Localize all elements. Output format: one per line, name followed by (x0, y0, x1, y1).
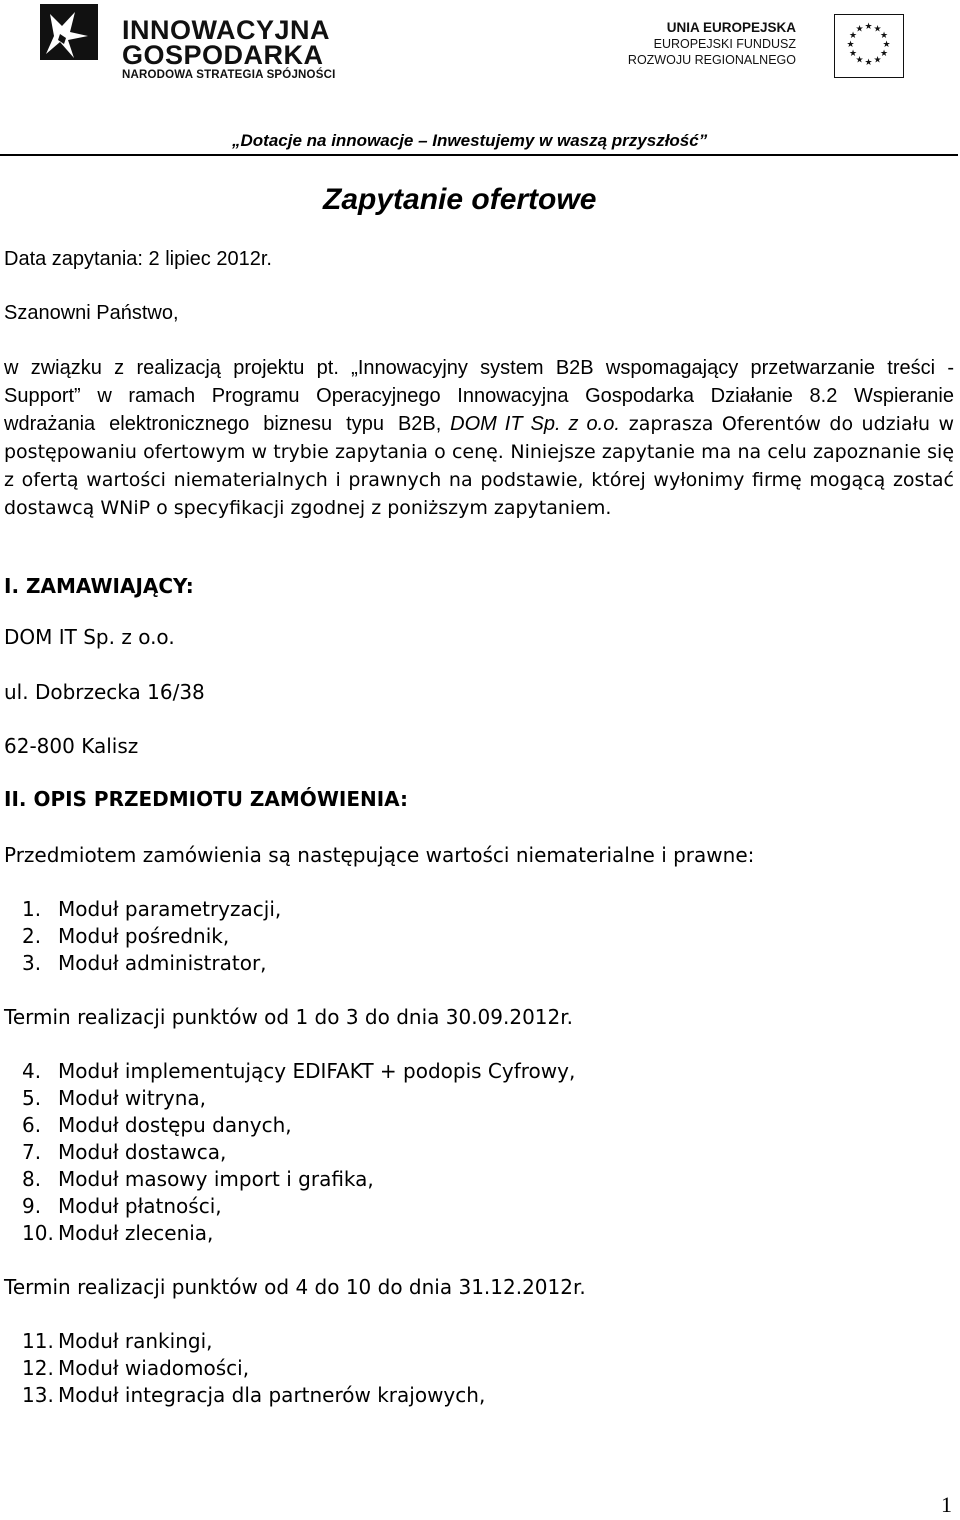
section-2-heading: II. OPIS PRZEDMIOTU ZAMÓWIENIA: (4, 787, 409, 811)
eu-line-1: UNIA EUROPEJSKA (666, 20, 796, 35)
intro-part-3: Niniejsze zapytanie ma na celu zapoznanie się z ofertą wartości niematerialnych i prawnych na podstawie, której wyłonimy firmę mogącą zostać dostawcą WNiP o specyfikacji zgodnej z poniższym zapytaniem. (4, 441, 955, 519)
svg-text:★: ★ (855, 24, 864, 35)
svg-text:★: ★ (864, 58, 873, 68)
list-item-number: 12. (22, 1356, 54, 1380)
eu-logo (627, 14, 906, 80)
logo-line-1: INNOWACYJNA (122, 15, 331, 45)
list-item (22, 1328, 485, 1355)
list-item-text: Moduł dostępu danych, (58, 1113, 292, 1137)
list-item (22, 950, 281, 977)
intro-part-2: zaprasza Oferentów do udziału w postępowaniu ofertowym w trybie zapytania o cenę. (4, 413, 955, 463)
list-item-number: 10. (22, 1221, 54, 1245)
list-item-text: Moduł pośrednik, (58, 924, 230, 948)
list-item (22, 1355, 485, 1382)
list-item-number: 2. (22, 924, 42, 948)
list-item-number: 3. (22, 951, 42, 975)
innowacyjna-gospodarka-logo (40, 4, 350, 84)
list-item (22, 1112, 575, 1139)
list-item (22, 896, 281, 923)
section-2-intro: Przedmiotem zamówienia są następujące wartości niematerialne i prawne: (4, 843, 755, 867)
intro-paragraph (4, 354, 954, 522)
page-title: Zapytanie ofertowe (323, 183, 597, 216)
eu-text-block (628, 20, 796, 68)
list-item-text: Moduł rankingi, (58, 1329, 213, 1353)
date-line: Data zapytania: 2 lipiec 2012r. (4, 248, 272, 270)
module-list-2 (22, 1058, 575, 1247)
svg-text:★: ★ (882, 40, 891, 50)
term-1: Termin realizacji punktów od 1 do 3 do dnia 30.09.2012r. (4, 1005, 573, 1029)
company-street: ul. Dobrzecka 16/38 (4, 680, 205, 704)
header-divider (0, 154, 958, 156)
list-item-number: 11. (22, 1329, 54, 1353)
term-2: Termin realizacji punktów od 4 do 10 do dnia 31.12.2012r. (4, 1275, 586, 1299)
list-item-number: 4. (22, 1059, 42, 1083)
list-item-text: Moduł zlecenia, (58, 1221, 214, 1245)
svg-text:★: ★ (873, 55, 882, 66)
svg-text:★: ★ (848, 49, 858, 59)
svg-text:★: ★ (846, 40, 855, 50)
logo-line-2: GOSPODARKA (122, 40, 324, 70)
list-item (22, 923, 281, 950)
eu-line-2: EUROPEJSKI FUNDUSZ (653, 37, 796, 51)
list-item-number: 9. (22, 1194, 42, 1218)
list-item (22, 1220, 575, 1247)
intro-part-1: w związku z realizacją projektu pt. „Innowacyjny system B2B wspomagający przetwarzanie treści - Support” w ramach Programu Operacyjnego Innowacyjna Gospodarka Działanie 8.2 Wspieranie wdrażania elektronicznego biznesu typu B2B, (4, 357, 954, 435)
list-item (22, 1193, 575, 1220)
list-item-text: Moduł integracja dla partnerów krajowych, (58, 1383, 486, 1407)
list-item-text: Moduł masowy import i grafika, (58, 1167, 374, 1191)
list-item-text: Moduł implementujący EDIFAKT + podopis Cyfrowy, (58, 1059, 576, 1083)
list-item-text: Moduł witryna, (58, 1086, 207, 1110)
list-item-number: 8. (22, 1167, 42, 1191)
list-item-number: 6. (22, 1113, 42, 1137)
intro-company: DOM IT Sp. z o.o. (450, 413, 620, 435)
eu-line-3: ROZWOJU REGIONALNEGO (627, 53, 796, 67)
module-list-1 (22, 896, 281, 977)
tagline: „Dotacje na innowacje – Inwestujemy w waszą przyszłość” (232, 131, 708, 150)
list-item-text: Moduł wiadomości, (58, 1356, 250, 1380)
svg-text:★: ★ (873, 24, 882, 35)
list-item-text: Moduł administrator, (58, 951, 267, 975)
svg-text:★: ★ (864, 22, 873, 32)
list-item (22, 1166, 575, 1193)
module-list-3 (22, 1328, 485, 1409)
svg-text:★: ★ (855, 55, 864, 66)
list-item-text: Moduł parametryzacji, (58, 897, 282, 921)
svg-text:★: ★ (848, 31, 858, 41)
list-item (22, 1058, 575, 1085)
list-item-number: 1. (22, 897, 42, 921)
company-name: DOM IT Sp. z o.o. (4, 625, 175, 649)
svg-text:★: ★ (879, 31, 889, 41)
greeting: Szanowni Państwo, (4, 302, 179, 324)
list-item-number: 13. (22, 1383, 54, 1407)
list-item-number: 7. (22, 1140, 42, 1164)
page-number: 1 (941, 1492, 952, 1517)
list-item-number: 5. (22, 1086, 42, 1110)
company-city: 62-800 Kalisz (4, 734, 139, 758)
list-item (22, 1139, 575, 1166)
list-item-text: Moduł płatności, (58, 1194, 222, 1218)
logo-text-block (122, 15, 336, 82)
eu-flag-icon (834, 14, 904, 78)
section-1-heading: I. ZAMAWIAJĄCY: (4, 574, 194, 598)
list-item (22, 1382, 485, 1409)
logo-line-3: NARODOWA STRATEGIA SPÓJNOŚCI (122, 69, 336, 81)
innowacyjna-star-icon (40, 4, 120, 84)
svg-text:★: ★ (879, 49, 889, 59)
list-item-text: Moduł dostawca, (58, 1140, 227, 1164)
list-item (22, 1085, 575, 1112)
